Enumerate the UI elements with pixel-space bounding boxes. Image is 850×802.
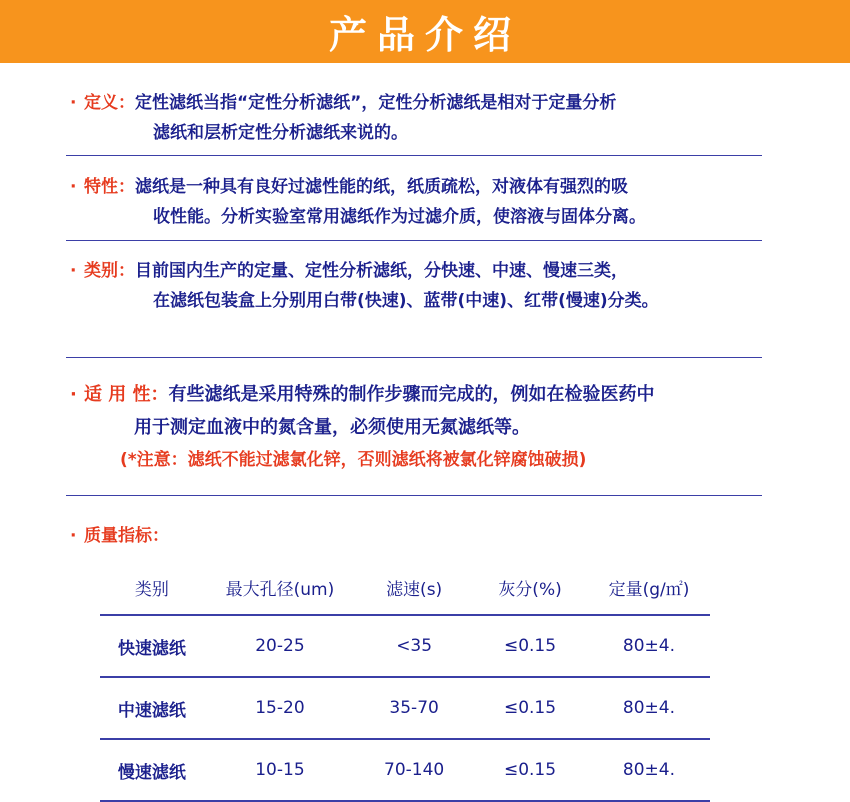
cell-filter-speed: 35-70 [356,677,472,739]
cell-category: 中速滤纸 [100,677,204,739]
cell-filter-speed: <35 [356,615,472,677]
definition-line-1: 定性滤纸当指“定性分析滤纸”，定性分析滤纸是相对于定量分析 [135,93,617,113]
property-line-2: 收性能。分析实验室常用滤纸作为过滤介质，使溶液与固体分离。 [153,207,646,227]
col-header-category: 类别 [100,560,204,615]
property-line-1: 滤纸是一种具有良好过滤性能的纸，纸质疏松，对液体有强烈的吸 [135,177,628,197]
header-banner [0,0,850,63]
category-line-1: 目前国内生产的定量、定性分析滤纸，分快速、中速、慢速三类， [135,261,628,281]
bullet: · [70,384,77,405]
applicability-line-2: 用于测定血液中的氮含量，必须使用无氮滤纸等。 [134,417,530,438]
col-header-grammage: 定量(g/㎡) [588,560,710,615]
table-header-row [100,560,710,615]
bullet: · [70,526,77,546]
definition-line-2: 滤纸和层析定性分析滤纸来说的。 [153,123,408,143]
applicability-note: (*注意：滤纸不能过滤氯化锌，否则滤纸将被氯化锌腐蚀破损) [120,450,587,470]
col-header-pore-size: 最大孔径(um) [204,560,357,615]
table-row [100,677,710,739]
cell-grammage: 80±4. [588,739,710,801]
bullet: · [70,261,77,281]
cell-pore-size: 15-20 [204,677,357,739]
category-section [70,256,790,316]
divider [66,240,762,241]
cell-category: 快速滤纸 [100,615,204,677]
applicability-label: 适 用 性： [84,384,169,405]
bullet: · [70,93,77,113]
cell-grammage: 80±4. [588,615,710,677]
category-label: 类别： [84,261,135,281]
applicability-line-1: 有些滤纸是采用特殊的制作步骤而完成的，例如在检验医药中 [168,384,655,405]
table-row [100,739,710,801]
cell-grammage: 80±4. [588,677,710,739]
quality-label: 质量指标： [84,526,169,546]
bullet: · [70,177,77,197]
col-header-filter-speed: 滤速(s) [356,560,472,615]
property-label: 特性： [84,177,135,197]
quality-section [70,521,790,551]
cell-category: 慢速滤纸 [100,739,204,801]
cell-filter-speed: 70-140 [356,739,472,801]
divider [66,495,762,496]
divider [66,357,762,358]
category-line-2: 在滤纸包装盒上分别用白带(快速)、蓝带(中速)、红带(慢速)分类。 [153,291,659,311]
col-header-ash: 灰分(%) [472,560,588,615]
applicability-section [70,378,790,477]
definition-label: 定义： [84,93,135,113]
cell-pore-size: 10-15 [204,739,357,801]
page-title: 产品介绍 [328,13,521,57]
table-row [100,615,710,677]
cell-ash: ≤0.15 [472,615,588,677]
cell-ash: ≤0.15 [472,739,588,801]
property-section [70,172,790,232]
quality-spec-table [100,560,710,802]
cell-ash: ≤0.15 [472,677,588,739]
definition-section [70,88,790,148]
cell-pore-size: 20-25 [204,615,357,677]
divider [66,155,762,156]
